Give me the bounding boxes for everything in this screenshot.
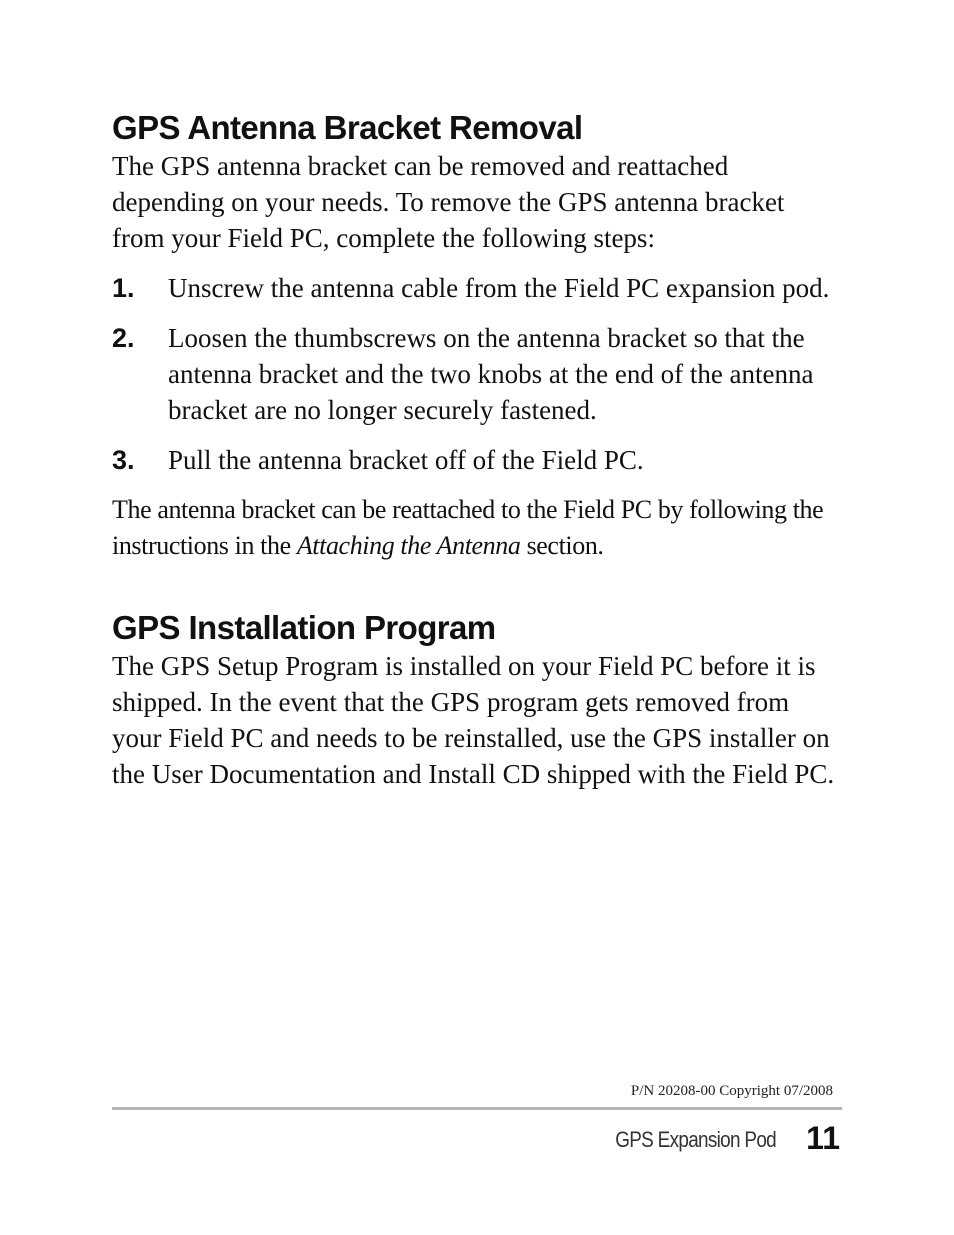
section-heading-installation-program: GPS Installation Program [112,609,496,646]
step-item [112,442,842,478]
note-section-reference: Attaching the Antenna [296,531,521,560]
step-number: 3. [112,445,135,475]
step-text: Loosen the thumbscrews on the antenna bracket so that the antenna bracket and the two knobs at the end of the antenna bracket are no longer securely fastened. [168,323,814,425]
page-number: 11 [806,1120,840,1156]
note-text-before: The antenna bracket can be reattached to the Field PC by following the instructions in the [112,495,824,560]
steps-list [112,270,842,478]
footer-divider [112,1107,842,1110]
installation-program-paragraph: The GPS Setup Program is installed on your Field PC before it is shipped. In the event that the GPS program gets removed from your Field PC and needs to be reinstalled, use the GPS installer on the User Documentation and Install CD shipped with the Field PC. [112,651,835,789]
section-heading-antenna-bracket-removal: GPS Antenna Bracket Removal [112,109,583,146]
reattach-note [112,492,842,564]
footer-copyright: P/N 20208-00 Copyright 07/2008 [630,1083,833,1099]
step-item [112,320,842,428]
step-number: 1. [112,273,135,303]
step-number: 2. [112,323,135,353]
document-page [112,108,842,792]
note-text-after: section. [520,531,604,560]
step-item [112,270,842,306]
footer-title: GPS Expansion Pod [615,1127,776,1152]
section-intro-paragraph: The GPS antenna bracket can be removed and reattached depending on your needs. To remove the GPS antenna bracket from your Field PC, complete the following steps: [112,151,785,253]
step-text: Pull the antenna bracket off of the Field PC. [168,445,644,475]
step-text: Unscrew the antenna cable from the Field PC expansion pod. [168,273,830,303]
